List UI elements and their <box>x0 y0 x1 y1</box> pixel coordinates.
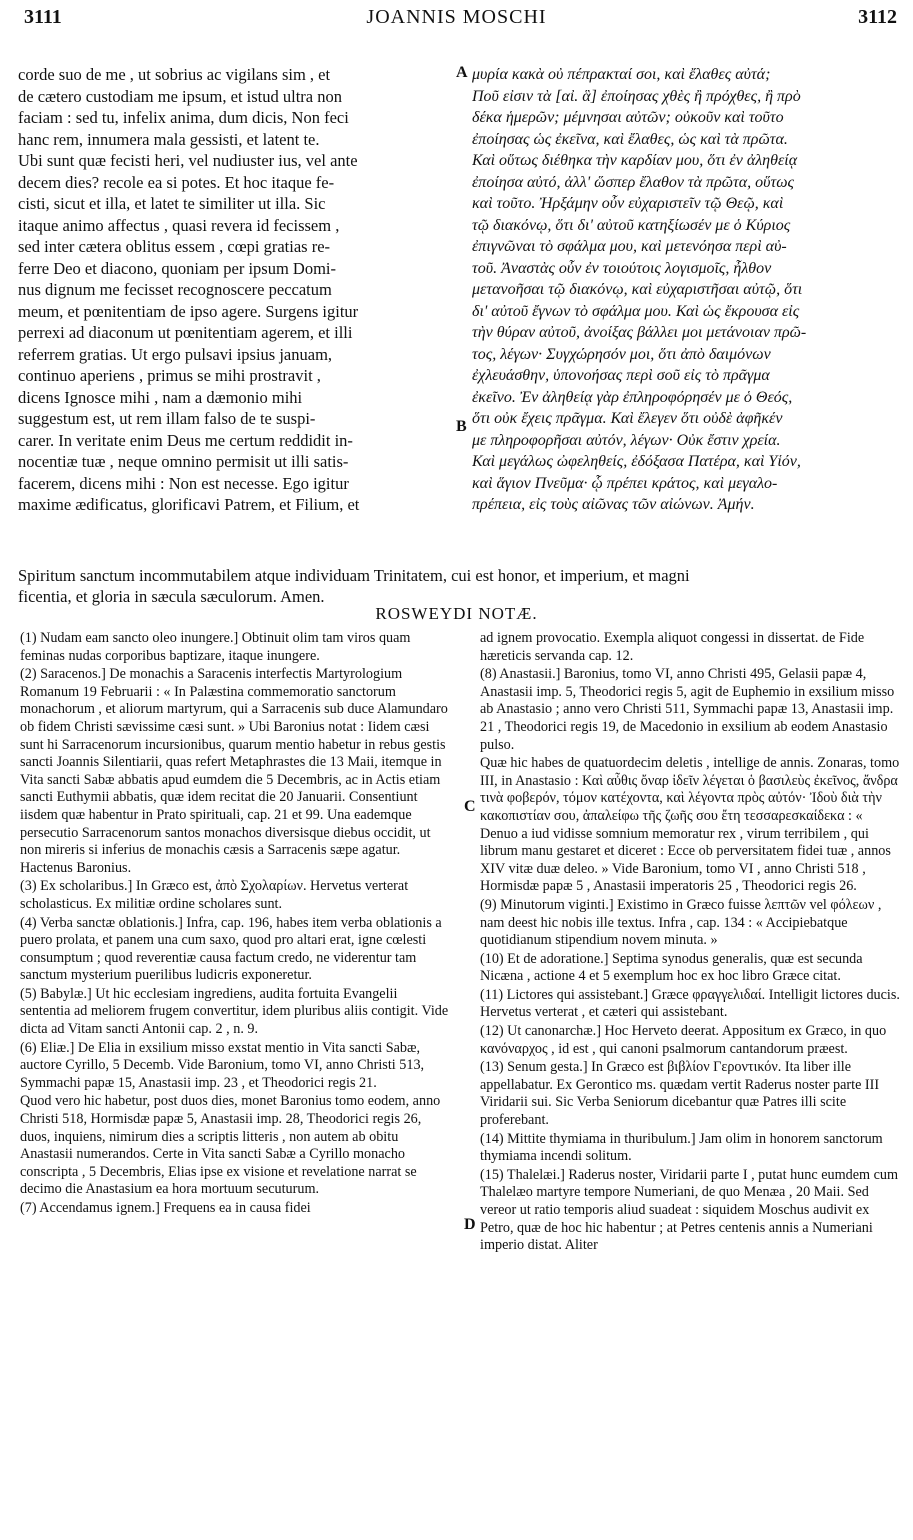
greek-text-line: τος, λέγων· Συγχώρησόν μοι, ὅτι ἀπὸ δαιμόνων <box>472 345 771 363</box>
greek-text-line: μετανοῆσαι τῷ διακόνῳ, καὶ εὐχαριστῆσαι αὐτῷ, ὅτι <box>472 281 803 298</box>
margin-letter-d: D <box>464 1216 476 1233</box>
page-number-left: 3111 <box>24 6 62 28</box>
greek-text-line: Ποῦ εἰσιν τὰ [αἰ. ἃ] ἐποίησας χθὲς ἢ πρόχθες, ἢ πρὸ <box>472 87 801 105</box>
latin-text-line: itaque animo affectus , quasi revera id fecissem , <box>18 215 340 235</box>
note-paragraph: ad ignem provocatio. Exempla aliquot congessi in dissertat. de Fide hæreticis servanda cap. 12. <box>480 630 865 664</box>
full-width-line: ficentia, et gloria in sæcula sæculorum. Amen. <box>18 587 325 606</box>
greek-text-line: ἐπιγνῶναι τὸ σφάλμα μου, καὶ μετενόησα περὶ αὐ- <box>472 238 787 255</box>
note-paragraph: (11) Lictores qui assistebant.] Græce φραγγελιδαί. Intelligit lictores ducis. Hervetus verterat , et cæteri qui assistebant. <box>480 986 900 1021</box>
note-paragraph: Quæ hic habes de quatuordecim deletis , intellige de annis. Zonaras, tomo III, in Anastasio : Καὶ αὖθις ὄναρ ἰδεῖν λέγεται ὁ βασιλεὺς ἐκεῖνος, ἄνδρα τινὰ φοβερόν, τόμον κατέχοντα, καὶ λέγοντα πρὸς αὐτόν· Ἰδοὺ διὰ τὴν κακοπιστίαν σου, ἀπαλείφω τῆς ζωῆς σου ἔτη τεσσαρεσκαίδεκα : « Denuo a iud vidisse somnium memoratur rex , virum terribilem , qui librum manu gestaret et diceret : Ecce ob perversitatem fidei tuæ , annos XIV vitæ duæ deleo. » Vide Baronium, tomo VI , anno Christi 518 , Hormisdæ papæ 5 , Anastasii imperatoris 25 , Theodorici regis 26. <box>480 755 900 895</box>
latin-text-line: continuo aperiens , primus se mihi prostravit , <box>18 366 321 385</box>
greek-text-line: ἐχλευάσθην, ὑπονοήσας περὶ σοῦ εἰς τὸ πρᾶγμα <box>472 367 770 384</box>
note-paragraph: (12) Ut canonarchæ.] Hoc Herveto deerat. Appositum ex Græco, in quo κανόναρχος , id est , qui canoni psalmorum cantandorum præest. <box>480 1023 887 1057</box>
latin-text-line: de cætero custodiam me ipsum, et istud ultra non <box>18 86 342 106</box>
margin-letter-c: C <box>464 798 476 815</box>
latin-text-line: sed inter cætera oblitus essem , cœpi gratias re- <box>18 237 331 256</box>
greek-text-line: δέκα ἡμερῶν; μέμνησαι αὐτῶν; οὐκοῦν καὶ τοῦτο <box>472 109 784 126</box>
latin-text-line: perrexi ad diaconum ut pœnitentiam agerem, et illi <box>18 323 353 342</box>
greek-text-line: ἐποίησας ὡς ἐκεῖνα, καὶ ἔλαθες, ὡς καὶ τὰ πρῶτα. <box>472 130 788 148</box>
note-paragraph: (3) Ex scholaribus.] In Græco est, ἀπὸ Σχολαρίων. Hervetus verterat scholasticus. Ex militiæ ordine scholares sunt. <box>20 878 409 912</box>
greek-text-column <box>472 64 902 516</box>
notes-right-column <box>480 630 902 1256</box>
latin-text-line: nus dignum me fecisset recognoscere peccatum <box>18 280 332 299</box>
greek-text-line: ἐποίησα αὐτό, ἀλλ' ὥσπερ ἔλαθον τὰ πρῶτα, οὕτως <box>472 173 795 191</box>
note-paragraph: (10) Et de adoratione.] Septima synodus generalis, quæ est secunda Nicæna , actione 4 et 5 exemplum hoc ex hoc libro Græce citat. <box>480 950 863 985</box>
page-number-right: 3112 <box>858 6 897 28</box>
latin-text-line: corde suo de me , ut sobrius ac vigilans sim , et <box>18 65 331 84</box>
note-paragraph: (9) Minutorum viginti.] Existimo in Græco fuisse λεπτῶν vel φόλεων , nam deest hic nobis ille textus. Infra , cap. 134 : « Accipiebatque quotidianum stipendium novem minuta. » <box>480 896 882 949</box>
note-paragraph: (4) Verba sanctæ oblationis.] Infra, cap. 196, habes item verba oblationis a puero prolata, et panem una cum saxo, quod pro altari erat, igne cœlesti consumptum ; quod reverentiæ causa factum credo, ne viderentur tam sanctum mysterium puerilibus ludicris exponeretur. <box>20 914 442 984</box>
greek-text-line: Καὶ οὕτως διέθηκα τὴν καρδίαν μου, ὅτι ἐν ἀληθείᾳ <box>472 152 798 169</box>
greek-text-line: καὶ ἅγιον Πνεῦμα· ᾧ πρέπει κράτος, καὶ μεγαλο- <box>472 474 778 492</box>
margin-letter-b: B <box>456 418 467 435</box>
greek-text-line: μυρία κακὰ οὐ πέπρακταί σοι, καὶ ἔλαθες αὐτά; <box>472 66 771 83</box>
latin-text-line: carer. In veritate enim Deus me certum reddidit in- <box>18 430 353 450</box>
note-paragraph: (1) Nudam eam sancto oleo inungere.] Obtinuit olim tam viros quam feminas nudas corporibus baptizare, itaque inungere. <box>20 630 411 664</box>
latin-text-line: referrem gratias. Ut ergo pulsavi ipsius januam, <box>18 344 333 364</box>
greek-text-line: ἐκεῖνο. Ἐν ἀληθείᾳ γὰρ ἐπληροφόρησέν με ὁ Θεός, <box>472 388 793 406</box>
notes-title: ROSWEYDI NOTÆ. <box>375 604 538 623</box>
greek-text-line: δι' αὐτοῦ ἔγνων τὸ σφάλμα μου. Καὶ ὡς ἔκρουσα εἰς <box>472 302 800 320</box>
latin-text-line: suggestum est, ut rem illam falso de te suspi- <box>18 409 316 428</box>
note-paragraph: (8) Anastasii.] Baronius, tomo VI, anno Christi 495, Gelasii papæ 4, Anastasii imp. 5, Theodorici regis 5, agit de Euphemio in exsilium misso ab Anastasio ; anno vero Christi 511, Symmachi papæ 13, Anastasii imp. 21 , Theodorici regis 19, de Macedonio in exsilium ab eodem Anastasio pulso. <box>480 666 895 753</box>
notes-left-column <box>20 630 450 1219</box>
note-paragraph: Quod vero hic habetur, post duos dies, monet Baronius tomo eodem, anno Christi 518, Hormisdæ papæ 5, Anastasii imp. 28, Theodorici regis 26, duos, inquiens, nimirum dies a scriptis litteris , non autem ab obitu Anastasii numerandos. Certe in Vita sancti Sabæ a Cyrillo monacho conscripta , 5 Decembris, Elias ipse ex visione et revelatione narrat se decimo die Anastasium ea hora mortuum secuturum. <box>20 1093 441 1198</box>
latin-text-line: hanc rem, innumera mala gessisti, et latent te. <box>18 129 320 149</box>
latin-text-line: maxime ædificatus, glorificavi Patrem, et Filium, et <box>18 495 360 514</box>
note-paragraph: (14) Mittite thymiama in thuribulum.] Jam olim in honorem sanctorum thymiama incendi solitum. <box>480 1130 883 1165</box>
latin-text-line: dicens Ignosce mihi , nam a dæmonio mihi <box>18 387 303 407</box>
latin-text-line: facerem, dicens mihi : Non est necesse. Ego igitur <box>18 473 349 493</box>
page-header <box>0 6 913 36</box>
note-paragraph: (15) Thalelæi.] Raderus noster, Viridarii parte I , putat hunc eumdem cum Thalelæo martyre tempore Numeriani, de quo Menæa , 20 Maii. Sed vereor ut ratio temporis aliud suadeat : siquidem Moschus audivit ex Petro, quæ de hoc hic habentur ; at Petres centenis annis a Numeriani imperio distat. Aliter <box>480 1166 899 1254</box>
note-paragraph: (2) Saracenos.] De monachis a Saracenis interfectis Martyrologium Romanum 19 Februarii : « In Palæstina commemoratio sanctorum monachorum , et aliorum martyrum, qui a Sarracenis sub duce Alamundaro ob fidem Christi sævissime cæsi sunt. » Ubi Baronius notat : Iidem cæsi sunt hi Sarracenorum incursionibus, quarum mentio habetur in rebus gestis sancti Joannis Silentiarii, quas refert Metaphrastes die 13 Maii, itemque in Vita sancti Sabæ abbatis apud eumdem die 5 Decembris, ac in Actis etiam sancti Euthymii abbatis, quæ idem recitat die 20 Januarii. Consentiunt iisdem quæ habentur in Prato spirituali, cap. 21 et 99. Una eademque persecutio Sarracenorum santos monachos diversisque diebus occidit, ut non mireris si inferius de monachis cæsis a Sarracenis sæpe agatur. Hactenus Baronius. <box>20 666 448 876</box>
latin-text-line: cisti, sicut et illa, et latet te similiter ut illa. Sic <box>18 194 326 213</box>
greek-text-line: πρέπεια, εἰς τοὺς αἰῶνας τῶν αἰώνων. Ἀμήν. <box>472 496 755 513</box>
latin-text-line: decem dies? recole ea si potes. Et hoc itaque fe- <box>18 172 335 192</box>
greek-text-line: με πληροφορῆσαι αὐτόν, λέγων· Οὐκ ἔστιν χρεία. <box>472 431 781 449</box>
running-title: JOANNIS MOSCHI <box>366 6 547 28</box>
greek-text-line: Καὶ μεγάλως ὠφεληθείς, ἐδόξασα Πατέρα, καὶ Υἱόν, <box>472 453 801 470</box>
greek-text-line: τὴν θύραν αὐτοῦ, ἀνοίξας βάλλει μοι μετάνοιαν πρῶ- <box>472 324 807 341</box>
latin-text-line: faciam : sed tu, infelix anima, dum dicis, Non feci <box>18 108 349 127</box>
latin-text-line: Ubi sunt quæ fecisti heri, vel nudiuster ius, vel ante <box>18 151 358 170</box>
latin-text-line: nocentiæ tuæ , neque omnino permisit ut illi satis- <box>18 452 349 471</box>
greek-text-line: τῷ διακόνῳ, ὅτι δι' αὐτοῦ κατηξίωσέν με ὁ Κύριος <box>472 216 791 234</box>
latin-text-line: meum, et pœnitentiam de ipso agere. Surgens igitur <box>18 301 359 321</box>
note-paragraph: (5) Babylæ.] Ut hic ecclesiam ingrediens, audita fortuita Evangelii sententia ad meliorem frugem convertitur, idem pluribus aliis contigit. Vide dicta ad Vitam sancti Antonii cap. 2 , n. 9. <box>20 985 449 1038</box>
note-paragraph: (7) Accendamus ignem.] Frequens ea in causa fidei <box>20 1200 311 1216</box>
greek-text-line: καὶ τοῦτο. Ἠρξάμην οὖν εὐχαριστεῖν τῷ Θεῷ, καὶ <box>472 195 784 212</box>
note-paragraph: (13) Senum gesta.] In Græco est βιβλίον Γεροντικόν. Ita liber ille appellabatur. Ex Gerontico ms. quædam vertit Raderus noster parte III Viridarii sui. Sic Verba Seniorum dicebantur quæ Patres illi scite proferebant. <box>480 1059 880 1129</box>
latin-text-column <box>18 64 450 516</box>
full-width-line: Spiritum sanctum incommutabilem atque individuam Trinitatem, cui est honor, et imperium, et magni <box>18 566 690 585</box>
latin-text-line: ferre Deo et diacono, quoniam per ipsum Domi- <box>18 258 336 278</box>
margin-letter-a: A <box>456 64 468 81</box>
note-paragraph: (6) Eliæ.] De Elia in exsilium misso exstat mentio in Vita sancti Sabæ, auctore Cyrillo, 5 Decemb. Vide Baronium, tomo VI, anno Christi 513, Symmachi papæ 15, Anastasii imp. 23 , et Theodorici regis 21. <box>20 1039 425 1091</box>
greek-text-line: ὅτι οὐκ ἔχεις πρᾶγμα. Καὶ ἔλεγεν ὅτι οὐδὲ ἀφῆκέν <box>472 410 783 427</box>
greek-text-line: τοῦ. Ἀναστὰς οὖν ἐν τοιούτοις λογισμοῖς, ἦλθον <box>472 259 772 277</box>
